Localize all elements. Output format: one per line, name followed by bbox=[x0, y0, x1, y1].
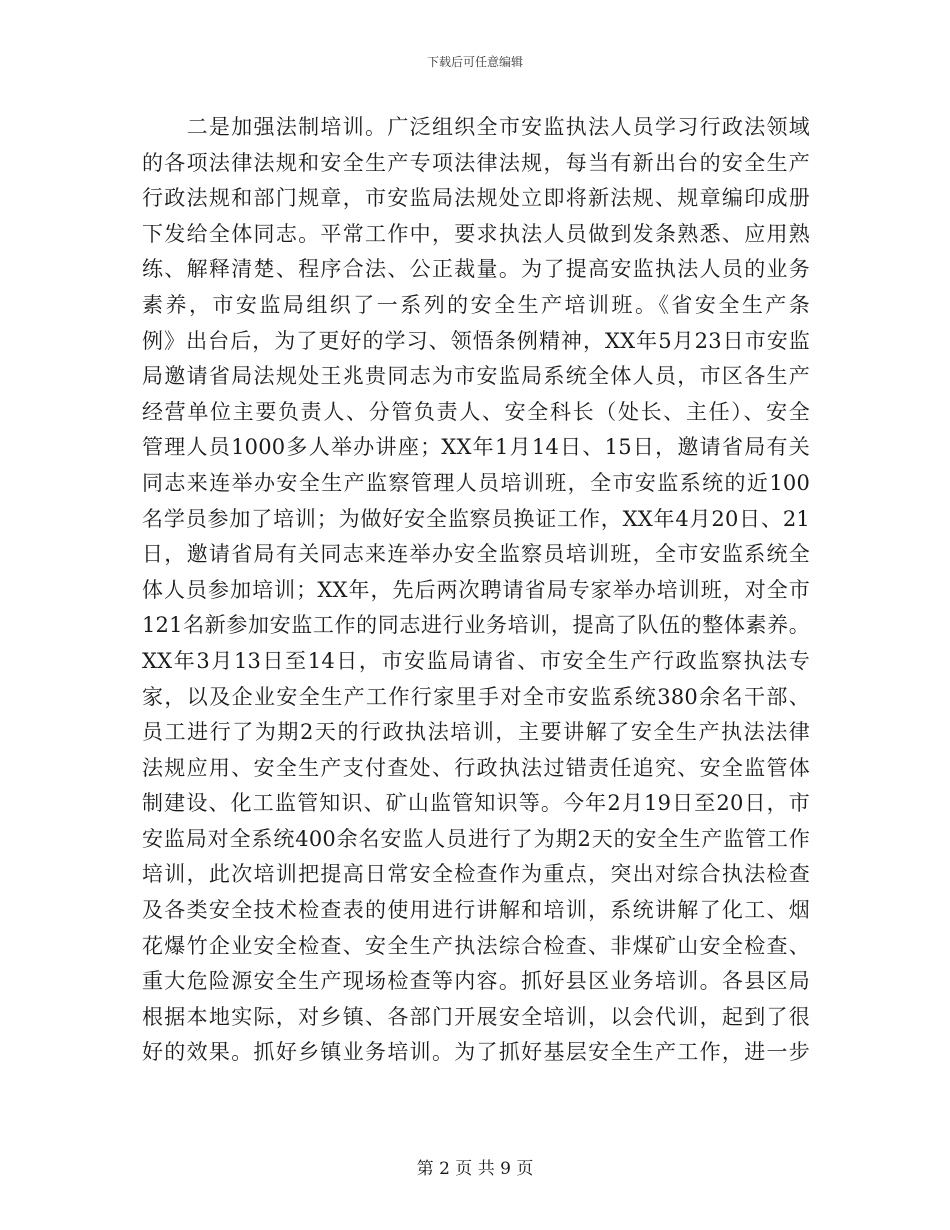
body-line: 重大危险源安全生产现场检查等内容。抓好县区业务培训。各县区局 bbox=[142, 969, 810, 994]
body-line: 花爆竹企业安全检查、安全生产执法综合检查、非煤矿山安全检查、 bbox=[142, 933, 810, 958]
body-line: 员工进行了为期2天的行政执法培训，主要讲解了安全生产执法法律 bbox=[142, 720, 810, 745]
body-line: 局邀请省局法规处王兆贵同志为市安监局系统全体人员，市区各生产 bbox=[142, 364, 810, 389]
body-line: 安监局对全系统400余名安监人员进行了为期2天的安全生产监管工作 bbox=[142, 826, 810, 851]
body-line: 同志来连举办安全生产监察管理人员培训班，全市安监系统的近100 bbox=[142, 470, 810, 495]
body-line: 经营单位主要负责人、分管负责人、安全科长（处长、主任）、安全 bbox=[142, 399, 810, 424]
body-line: 及各类安全技术检查表的使用进行讲解和培训，系统讲解了化工、烟 bbox=[142, 898, 810, 923]
body-line: 二是加强法制培训。广泛组织全市安监执法人员学习行政法领域 bbox=[142, 115, 810, 139]
body-line: 名学员参加了培训；为做好安全监察员换证工作，XX年4月20日、21 bbox=[142, 506, 810, 531]
body-line: 行政法规和部门规章，市安监局法规处立即将新法规、规章编印成册 bbox=[142, 186, 810, 211]
page-number-footer: 第 2 页 共 9 页 bbox=[416, 1159, 534, 1179]
body-line: 培训，此次培训把提高日常安全检查作为重点，突出对综合执法检查 bbox=[142, 862, 810, 887]
body-line: 家，以及企业安全生产工作行家里手对全市安监系统380余名干部、 bbox=[142, 684, 810, 709]
body-line: XX年3月13日至14日，市安监局请省、市安全生产行政监察执法专 bbox=[142, 648, 810, 673]
body-line: 好的效果。抓好乡镇业务培训。为了抓好基层安全生产工作，进一步 bbox=[142, 1040, 810, 1065]
body-line: 制建设、化工监管知识、矿山监管知识等。今年2月19日至20日，市 bbox=[142, 791, 810, 816]
body-line: 体人员参加培训；XX年，先后两次聘请省局专家举办培训班，对全市 bbox=[142, 577, 810, 602]
body-line: 日，邀请省局有关同志来连举办安全监察员培训班，全市安监系统全 bbox=[142, 542, 810, 567]
body-line: 根据本地实际，对乡镇、各部门开展安全培训，以会代训，起到了很 bbox=[142, 1004, 810, 1029]
body-line: 法规应用、安全生产支付查处、行政执法过错责任追究、安全监管体 bbox=[142, 755, 810, 780]
body-line: 121名新参加安监工作的同志进行业务培训，提高了队伍的整体素养。 bbox=[142, 613, 810, 638]
body-line: 练、解释清楚、程序合法、公正裁量。为了提高安监执法人员的业务 bbox=[142, 257, 810, 282]
page-header: 下载后可任意编辑 bbox=[426, 55, 523, 69]
document-body bbox=[142, 110, 810, 1071]
body-line: 例》出台后，为了更好的学习、领悟条例精神，XX年5月23日市安监 bbox=[142, 328, 810, 353]
body-line: 的各项法律法规和安全生产专项法律法规，每当有新出台的安全生产 bbox=[142, 150, 810, 175]
body-line: 下发给全体同志。平常工作中，要求执法人员做到发条熟悉、应用熟 bbox=[142, 221, 810, 246]
body-line: 素养，市安监局组织了一系列的安全生产培训班。《省安全生产条 bbox=[142, 292, 810, 317]
body-line: 管理人员1000多人举办讲座；XX年1月14日、15日，邀请省局有关 bbox=[142, 435, 810, 460]
